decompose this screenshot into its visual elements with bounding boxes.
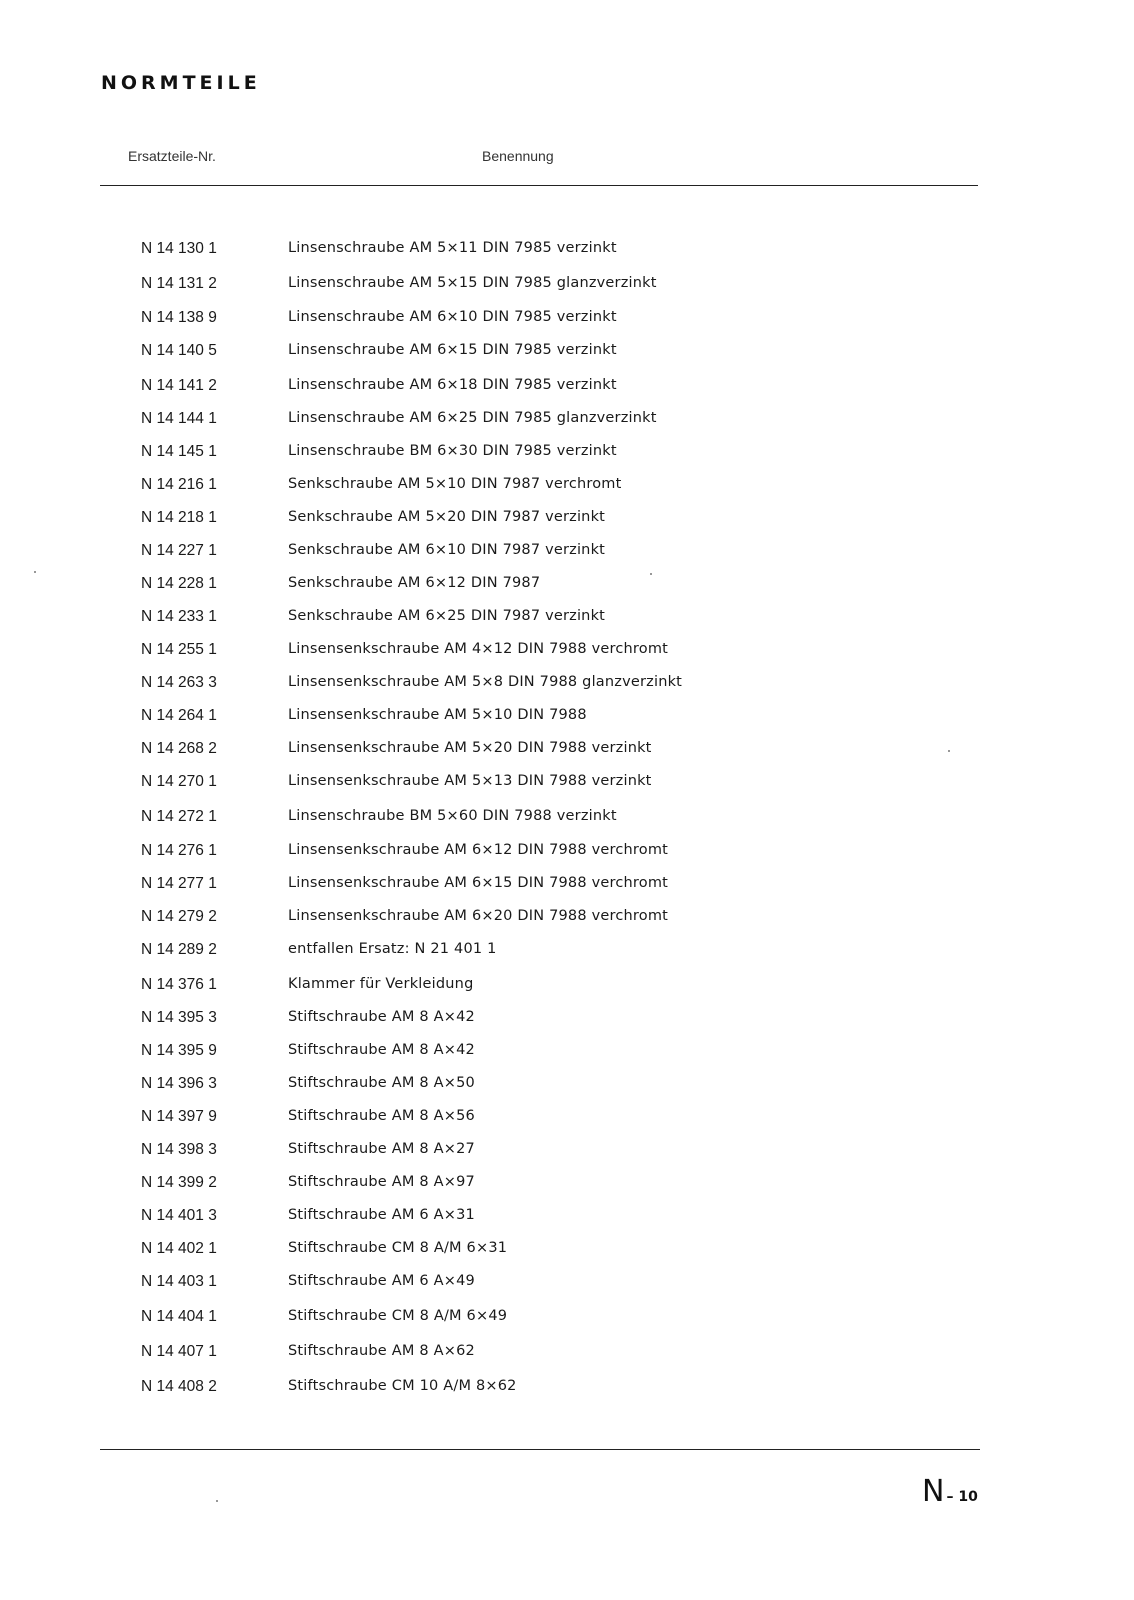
part-number: N 14 395 3 <box>141 1009 217 1026</box>
table-row <box>0 707 1000 731</box>
part-designation: Linsensenkschraube AM 6×20 DIN 7988 verchromt <box>288 908 669 924</box>
part-number: N 14 233 1 <box>141 608 217 625</box>
part-number: N 14 216 1 <box>141 476 217 493</box>
part-designation: Stiftschraube AM 8 A×62 <box>288 1343 475 1359</box>
table-row <box>0 1174 1000 1198</box>
part-number: N 14 398 3 <box>141 1141 217 1158</box>
table-row <box>0 1207 1000 1231</box>
table-row <box>0 1042 1000 1066</box>
table-row <box>0 674 1000 698</box>
part-designation: Linsensenkschraube AM 5×13 DIN 7988 verzinkt <box>288 773 652 789</box>
part-designation: Klammer für Verkleidung <box>288 976 474 992</box>
scan-speck <box>34 571 36 573</box>
part-number: N 14 268 2 <box>141 740 217 757</box>
table-row <box>0 309 1000 333</box>
table-row <box>0 875 1000 899</box>
table-row <box>0 1108 1000 1132</box>
page-title: NORMTEILE <box>101 72 261 94</box>
table-row <box>0 1343 1000 1367</box>
part-number: N 14 277 1 <box>141 875 217 892</box>
part-designation: Linsenschraube BM 6×30 DIN 7985 verzinkt <box>288 443 617 459</box>
table-row <box>0 1378 1000 1402</box>
column-header-designation: Benennung <box>482 148 554 164</box>
part-number: N 14 131 2 <box>141 275 217 292</box>
part-designation: Stiftschraube CM 8 A/M 6×49 <box>288 1308 508 1324</box>
part-number: N 14 140 5 <box>141 342 217 359</box>
footer-divider <box>100 1449 980 1450</box>
part-designation: Senkschraube AM 5×10 DIN 7987 verchromt <box>288 476 622 492</box>
table-row <box>0 908 1000 932</box>
table-row <box>0 1075 1000 1099</box>
part-number: N 14 376 1 <box>141 976 217 993</box>
part-designation: Linsensenkschraube AM 6×12 DIN 7988 verchromt <box>288 842 669 858</box>
part-number: N 14 404 1 <box>141 1308 217 1325</box>
table-row <box>0 410 1000 434</box>
part-number: N 14 145 1 <box>141 443 217 460</box>
table-row <box>0 443 1000 467</box>
part-designation: Linsenschraube BM 5×60 DIN 7988 verzinkt <box>288 808 617 824</box>
part-designation: Stiftschraube CM 10 A/M 8×62 <box>288 1378 517 1394</box>
table-row <box>0 641 1000 665</box>
table-row <box>0 773 1000 797</box>
part-designation: Linsenschraube AM 6×18 DIN 7985 verzinkt <box>288 377 617 393</box>
part-designation: Stiftschraube AM 8 A×56 <box>288 1108 475 1124</box>
table-row <box>0 240 1000 264</box>
part-number: N 14 403 1 <box>141 1273 217 1290</box>
part-number: N 14 401 3 <box>141 1207 217 1224</box>
part-designation: Linsenschraube AM 5×15 DIN 7985 glanzverzinkt <box>288 275 657 291</box>
table-row <box>0 377 1000 401</box>
part-designation: Senkschraube AM 6×12 DIN 7987 <box>288 575 541 591</box>
part-number: N 14 227 1 <box>141 542 217 559</box>
part-designation: Senkschraube AM 5×20 DIN 7987 verzinkt <box>288 509 606 525</box>
part-designation: Senkschraube AM 6×25 DIN 7987 verzinkt <box>288 608 606 624</box>
part-number: N 14 402 1 <box>141 1240 217 1257</box>
part-number: N 14 130 1 <box>141 240 217 257</box>
part-number: N 14 255 1 <box>141 641 217 658</box>
part-number: N 14 279 2 <box>141 908 217 925</box>
part-number: N 14 270 1 <box>141 773 217 790</box>
part-designation: Linsensenkschraube AM 5×10 DIN 7988 <box>288 707 587 723</box>
part-designation: Stiftschraube AM 6 A×31 <box>288 1207 475 1223</box>
part-designation: Linsensenkschraube AM 5×8 DIN 7988 glanzverzinkt <box>288 674 683 690</box>
part-number: N 14 264 1 <box>141 707 217 724</box>
table-row <box>0 941 1000 965</box>
table-row <box>0 976 1000 1000</box>
part-designation: entfallen Ersatz: N 21 401 1 <box>288 941 497 957</box>
part-number: N 14 144 1 <box>141 410 217 427</box>
part-number: N 14 396 3 <box>141 1075 217 1092</box>
table-row <box>0 509 1000 533</box>
part-designation: Stiftschraube AM 8 A×97 <box>288 1174 475 1190</box>
part-designation: Stiftschraube AM 8 A×50 <box>288 1075 475 1091</box>
scan-speck <box>216 1500 218 1502</box>
table-row <box>0 808 1000 832</box>
part-designation: Senkschraube AM 6×10 DIN 7987 verzinkt <box>288 542 606 558</box>
part-number: N 14 395 9 <box>141 1042 217 1059</box>
table-row <box>0 342 1000 366</box>
part-number: N 14 138 9 <box>141 309 217 326</box>
scan-speck <box>650 573 652 575</box>
column-header-part-number: Ersatzteile-Nr. <box>128 148 216 164</box>
page-number-letter: N <box>922 1474 945 1509</box>
part-designation: Linsensenkschraube AM 6×15 DIN 7988 verchromt <box>288 875 669 891</box>
part-designation: Stiftschraube AM 8 A×27 <box>288 1141 475 1157</box>
part-number: N 14 407 1 <box>141 1343 217 1360</box>
table-row <box>0 275 1000 299</box>
part-number: N 14 408 2 <box>141 1378 217 1395</box>
table-row <box>0 1240 1000 1264</box>
part-number: N 14 228 1 <box>141 575 217 592</box>
part-designation: Linsenschraube AM 6×10 DIN 7985 verzinkt <box>288 309 617 325</box>
part-designation: Linsenschraube AM 5×11 DIN 7985 verzinkt <box>288 240 617 256</box>
part-designation: Linsensenkschraube AM 4×12 DIN 7988 verchromt <box>288 641 669 657</box>
table-row <box>0 476 1000 500</box>
part-number: N 14 272 1 <box>141 808 217 825</box>
page-number <box>922 1474 978 1509</box>
part-designation: Linsenschraube AM 6×25 DIN 7985 glanzverzinkt <box>288 410 657 426</box>
page-number-value: – 10 <box>946 1489 978 1505</box>
table-row <box>0 1273 1000 1297</box>
part-number: N 14 399 2 <box>141 1174 217 1191</box>
part-designation: Linsenschraube AM 6×15 DIN 7985 verzinkt <box>288 342 617 358</box>
part-number: N 14 289 2 <box>141 941 217 958</box>
part-number: N 14 218 1 <box>141 509 217 526</box>
part-number: N 14 276 1 <box>141 842 217 859</box>
part-number: N 14 141 2 <box>141 377 217 394</box>
part-designation: Stiftschraube AM 8 A×42 <box>288 1042 475 1058</box>
table-row <box>0 575 1000 599</box>
part-number: N 14 263 3 <box>141 674 217 691</box>
part-designation: Linsensenkschraube AM 5×20 DIN 7988 verzinkt <box>288 740 652 756</box>
part-designation: Stiftschraube AM 8 A×42 <box>288 1009 475 1025</box>
part-designation: Stiftschraube CM 8 A/M 6×31 <box>288 1240 508 1256</box>
table-row <box>0 1308 1000 1332</box>
part-designation: Stiftschraube AM 6 A×49 <box>288 1273 475 1289</box>
table-row <box>0 1141 1000 1165</box>
table-row <box>0 542 1000 566</box>
part-number: N 14 397 9 <box>141 1108 217 1125</box>
table-row <box>0 740 1000 764</box>
table-row <box>0 842 1000 866</box>
scan-speck <box>948 750 950 752</box>
table-row <box>0 1009 1000 1033</box>
table-row <box>0 608 1000 632</box>
